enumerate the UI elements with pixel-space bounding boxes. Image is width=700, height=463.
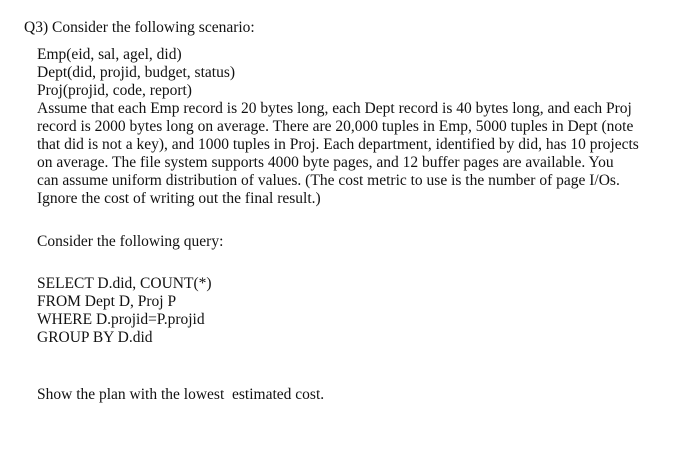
schema-line-proj: Proj(projid, code, report) — [37, 82, 192, 99]
task-instruction: Show the plan with the lowest estimated cost. — [37, 386, 325, 403]
query-line-group-by: GROUP BY D.did — [37, 329, 153, 346]
query-intro: Consider the following query: — [37, 233, 224, 250]
query-line-select: SELECT D.did, COUNT(*) — [37, 275, 212, 292]
assumption-line: on average. The file system supports 4000 byte pages, and 12 buffer pages are available. You — [37, 154, 614, 171]
question-title: Q3) Consider the following scenario: — [24, 19, 255, 36]
query-line-where: WHERE D.projid=P.projid — [37, 311, 205, 328]
schema-line-emp: Emp(eid, sal, agel, did) — [37, 46, 182, 63]
query-line-from: FROM Dept D, Proj P — [37, 293, 177, 310]
assumption-line: that did is not a key), and 1000 tuples in Proj. Each department, identified by did, has 10 projects — [37, 136, 639, 153]
assumption-line: can assume uniform distribution of values. (The cost metric to use is the number of page I/Os. — [37, 172, 620, 189]
assumption-line: Assume that each Emp record is 20 bytes long, each Dept record is 40 bytes long, and each Proj — [37, 100, 632, 117]
schema-line-dept: Dept(did, projid, budget, status) — [37, 64, 236, 81]
assumption-line: Ignore the cost of writing out the final result.) — [37, 190, 321, 207]
assumption-line: record is 2000 bytes long on average. There are 20,000 tuples in Emp, 5000 tuples in Dept (note — [37, 118, 634, 135]
